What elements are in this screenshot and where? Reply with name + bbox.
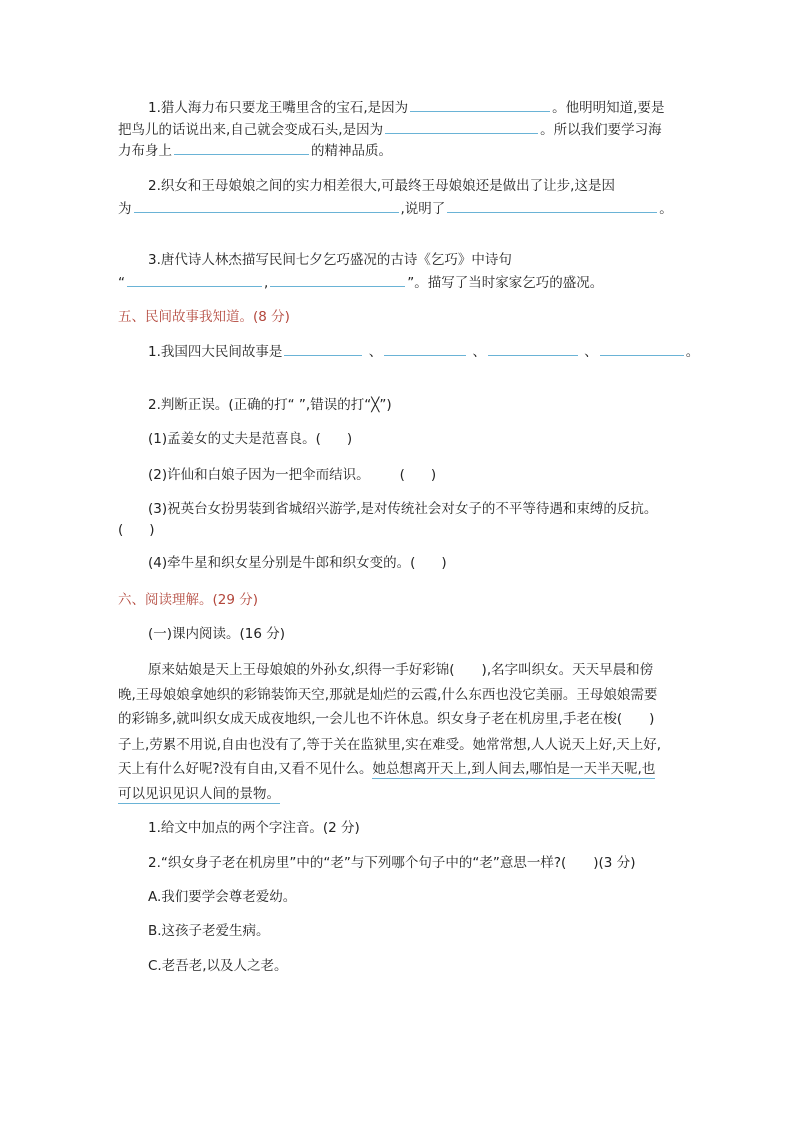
s6-sub1: (一)课内阅读。(16 分) (148, 626, 286, 642)
section5-title: 五、民间故事我知道。(8 分) (118, 309, 290, 325)
text: ,说明了 (400, 201, 446, 217)
text: ) (346, 431, 353, 447)
text: , (264, 275, 269, 291)
q4-item2-line2 (118, 198, 673, 219)
text: (2)许仙和白娘子因为一把伞而结识。 (148, 467, 370, 483)
text: 、 (368, 344, 383, 360)
option-b[interactable]: B.这孩子老爱生病。 (148, 923, 270, 939)
underlined-sentence: 她总想离开天上,到人间去,哪怕是一天半天呢,也 (372, 761, 656, 777)
s5-q2: 2.判断正误。(正确的打“ ”,错误的打“╳”) (148, 397, 392, 413)
q4-item1-line2 (118, 119, 662, 140)
text: 1.我国四大民间故事是 (148, 344, 283, 360)
answer-blank[interactable] (410, 97, 550, 112)
answer-blank[interactable] (174, 140, 309, 155)
answer-blank[interactable] (600, 341, 684, 356)
text: 天上有什么好呢?没有自由,又看不见什么。 (118, 761, 373, 777)
answer-blank[interactable] (134, 198, 399, 213)
text: ) (430, 467, 437, 483)
text: ”。描写了当时家家乞巧的盛况。 (407, 275, 604, 291)
text: ) (441, 555, 447, 571)
text: ( (399, 467, 405, 483)
text: 。所以我们要学习海 (540, 122, 662, 138)
answer-blank[interactable] (270, 272, 405, 287)
s6-q1: 1.给文中加点的两个字注音。(2 分) (148, 820, 360, 836)
answer-blank[interactable] (447, 198, 657, 213)
s6-q2: 2.“织女身子老在机房里”中的“老”与下列哪个句子中的“老”意思一样?( )(3 分) (148, 855, 636, 871)
text: 、 (472, 344, 486, 360)
passage-line-5 (118, 759, 655, 779)
q4-item3-line1: 3.唐代诗人林杰描写民间七夕乞巧盛况的古诗《乞巧》中诗句 (148, 252, 512, 268)
s5-statement-1 (148, 429, 352, 449)
text: 的精神品质。 (311, 143, 392, 159)
text: 力布身上 (118, 143, 172, 159)
answer-blank[interactable] (384, 341, 466, 356)
text: “ (118, 275, 125, 291)
q4-item1-line3 (118, 140, 392, 161)
answer-blank[interactable] (127, 272, 262, 287)
s5-statement-4 (148, 553, 447, 573)
passage-line-1: 原来姑娘是天上王母娘娘的外孙女,织得一手好彩锦( ),名字叫织女。天天早晨和傍 (148, 662, 654, 678)
text: 。 (685, 344, 700, 360)
answer-blank[interactable] (385, 119, 538, 134)
text: 。他明明知道,要是 (552, 100, 665, 116)
passage-line-2: 晚,王母娘娘拿她织的彩锦装饰天空,那就是灿烂的云霞,什么东西也没它美丽。王母娘娘需要 (118, 687, 658, 703)
option-a[interactable]: A.我们要学会尊老爱幼。 (148, 889, 297, 905)
text: 。 (659, 201, 673, 217)
q4-item1-line1 (148, 97, 664, 118)
option-c[interactable]: C.老吾老,以及人之老。 (148, 958, 288, 974)
text: (4)牵牛星和织女星分别是牛郎和织女变的。( (148, 555, 416, 571)
section6-title: 六、阅读理解。(29 分) (118, 592, 259, 608)
s5-q1 (148, 341, 699, 362)
text: ( (118, 522, 124, 538)
q4-item2-line1: 2.织女和王母娘娘之间的实力相差很大,可最终王母娘娘还是做出了让步,这是因 (148, 178, 615, 194)
text: ) (149, 522, 155, 538)
passage-line-6 (118, 784, 280, 804)
text: 为 (118, 201, 132, 217)
text: 1.猎人海力布只要龙王嘴里含的宝石,是因为 (148, 100, 409, 116)
s5-statement-3: (3)祝英台女扮男装到省城绍兴游学,是对传统社会对女子的不平等待遇和束缚的反抗。 (148, 501, 658, 517)
text: 、 (584, 344, 598, 360)
passage-line-3: 的彩锦多,就叫织女成天成夜地织,一会儿也不许休息。织女身子老在机房里,手老在梭( ) (118, 711, 655, 727)
q4-item3-line2 (118, 272, 603, 293)
s5-statement-2 (148, 465, 436, 485)
s5-statement-3-paren (118, 520, 155, 540)
text: 把鸟儿的话说出来,自己就会变成石头,是因为 (118, 122, 384, 138)
passage-line-4: 子上,劳累不用说,自由也没有了,等于关在监狱里,实在难受。她常常想,人人说天上好,天上好, (118, 737, 662, 753)
answer-blank[interactable] (284, 341, 362, 356)
underlined-sentence: 可以见识见识人间的景物。 (118, 786, 280, 802)
text: (1)孟姜女的丈夫是范喜良。( (148, 431, 321, 447)
answer-blank[interactable] (488, 341, 578, 356)
